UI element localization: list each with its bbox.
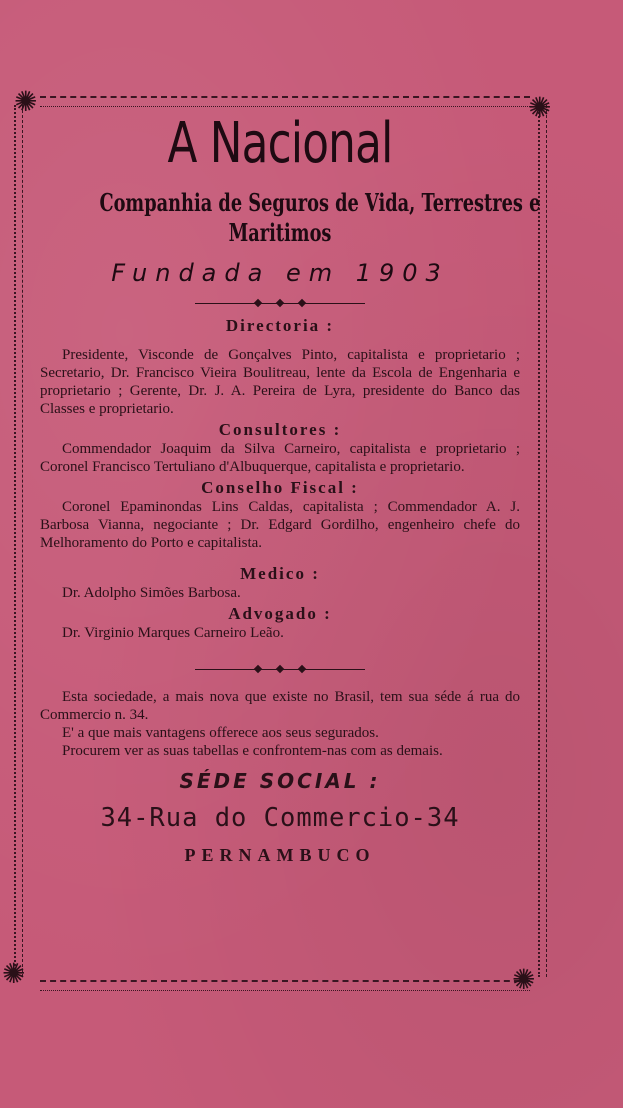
section-consultores xyxy=(36,420,524,476)
corner-ornament-icon: ✺ xyxy=(14,85,38,118)
headquarters-label: SÉDE SOCIAL : xyxy=(179,769,381,793)
section-text: Dr. Adolpho Simões Barbosa. xyxy=(62,585,241,601)
section-heading: Directoria : xyxy=(225,316,335,335)
closing-paragraph: Procurem ver as suas tabellas e confrontem-nas com as demais. xyxy=(62,743,443,759)
section-heading: Conselho Fiscal : xyxy=(201,478,359,497)
section-text: Commendador Joaquim da Silva Carneiro, capitalista e proprietario ; Coronel Francisco Tertuliano d'Albuquerque, capitalista e proprietario. xyxy=(40,441,520,475)
ornamental-border-bottom xyxy=(40,980,530,991)
ornamental-border-top xyxy=(40,96,530,107)
section-conselho-fiscal xyxy=(36,478,524,552)
company-description-line2: Maritimos xyxy=(228,218,332,247)
corner-ornament-icon: ✺ xyxy=(528,91,552,124)
section-heading: Medico : xyxy=(240,564,320,583)
company-description: Companhia de Seguros de Vida, Terrestres e xyxy=(99,188,541,217)
section-heading: Consultores : xyxy=(218,420,342,439)
corner-ornament-icon: ✺ xyxy=(512,963,536,996)
section-medico xyxy=(36,554,524,602)
closing-paragraph: Esta sociedade, a mais nova que existe no Brasil, tem sua séde á rua do Commercio n. 34. xyxy=(40,689,520,723)
section-heading: Advogado : xyxy=(228,604,332,623)
ornamental-border-right xyxy=(538,105,547,977)
city-name: PERNAMBUCO xyxy=(184,845,376,865)
page-title: A Nacional xyxy=(167,111,393,176)
closing-text xyxy=(36,688,524,760)
corner-ornament-icon: ✺ xyxy=(2,957,26,990)
divider xyxy=(195,298,365,308)
section-advogado xyxy=(36,604,524,642)
section-text: Dr. Virginio Marques Carneiro Leão. xyxy=(62,625,284,641)
founding-date: Fundada em 1903 xyxy=(111,259,449,287)
closing-paragraph: E' a que mais vantagens offerece aos seus segurados. xyxy=(62,725,379,741)
section-text: Coronel Epaminondas Lins Caldas, capitalista ; Commendador A. J. Barbosa Vianna, negociante ; Dr. Edgard Gordilho, engenheiro chefe do Melhoramento do Porto e capitalista. xyxy=(40,499,520,551)
headquarters-address: 34-Rua do Commercio-34 xyxy=(100,803,460,833)
divider xyxy=(195,664,365,674)
section-text: Presidente, Visconde de Gonçalves Pinto, capitalista e proprietario ; Secretario, Dr. Francisco Vieira Boulitreau, lente da Escola de Engenharia e proprietario ; Gerente, Dr. J. A. Pereira de Lyra, presidente do Banco das Classes e proprietario. xyxy=(40,347,520,417)
document-body xyxy=(36,111,541,868)
ornamental-border-left xyxy=(14,105,23,977)
section-directoria xyxy=(36,316,524,418)
